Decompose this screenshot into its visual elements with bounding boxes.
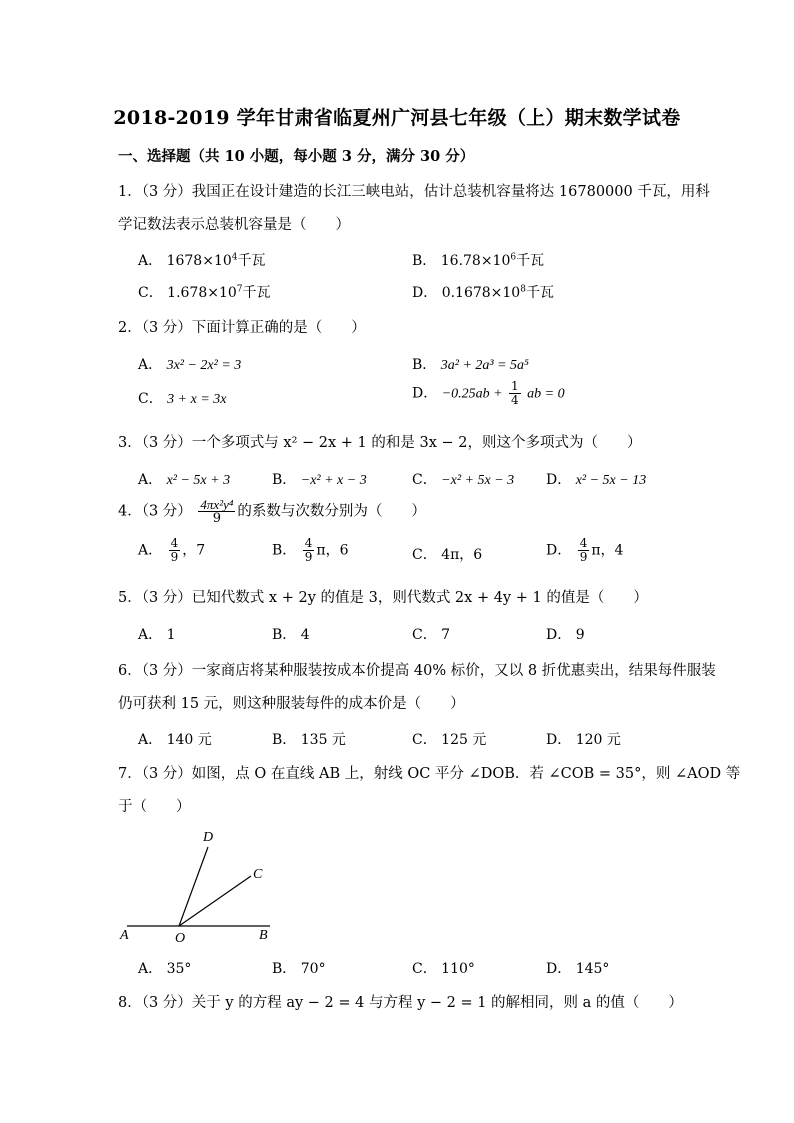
fraction [303,537,315,564]
question-7-line-2: 于（ ） [118,799,191,815]
question-7-option-c [412,958,475,978]
option-label: C． [138,391,163,407]
option-unit: 千瓦 [516,253,545,269]
question-2-option-b [412,354,529,374]
page-title: 2018-2019 学年甘肃省临夏州广河县七年级（上）期末数学试卷 [113,107,681,129]
question-5-option-d [546,624,585,644]
question-6-option-a [138,729,212,749]
question-4-option-d [546,537,623,564]
option-text: −x² + 5x − 3 [441,473,515,488]
option-label: D． [546,627,572,643]
option-label: D． [546,542,572,559]
option-label: B． [272,732,297,748]
option-text: π，6 [316,542,349,559]
question-8-line-1: 8．（3 分）关于 y 的方程 ay − 2 = 4 与方程 y − 2 = 1 的解相同，则 a 的值（ ） [118,995,683,1011]
option-label: A． [138,253,163,269]
question-4-option-b [272,537,349,564]
question-suffix: 的系数与次数分别为（ ） [237,503,426,520]
fraction [578,537,590,564]
question-2-option-c [138,388,227,408]
question-2-option-a [138,354,241,374]
option-exponent: 8 [520,284,526,295]
point-label-c: C [253,867,263,882]
question-4-option-a [138,537,205,564]
option-exponent: 4 [231,252,238,263]
option-label: D． [412,385,438,402]
question-5-line-1: 5．（3 分）已知代数式 x + 2y 的值是 3，则代数式 2x + 4y + 1 的值是（ ） [118,590,648,606]
option-text: x² − 5x − 13 [575,473,647,488]
option-text-post: ab = 0 [527,386,565,402]
question-6-option-d [546,729,621,749]
option-text: 4π，6 [441,547,483,563]
fraction-numerator: 4 [304,536,313,550]
option-text: 3 + x = 3x [167,392,227,407]
angle-figure [115,825,285,945]
option-label: B． [272,627,297,643]
option-label: B． [272,472,297,488]
option-label: B． [412,253,437,269]
option-text: 145° [575,961,610,977]
question-3-option-b [272,469,367,489]
option-text: 140 元 [166,732,212,748]
option-text: 70° [300,961,326,977]
fraction-numerator: 4 [579,536,588,550]
option-label: A． [138,542,163,559]
option-base: 1678×10 [166,253,232,269]
option-label: C． [412,732,437,748]
option-label: A． [138,472,163,488]
question-6-line-1: 6．（3 分）一家商店将某种服装按成本价提高 40% 标价，又以 8 折优惠卖出，结果每件服装 [118,663,716,679]
question-3-option-c [412,469,514,489]
question-1-option-b [412,250,544,270]
option-label: D． [546,961,572,977]
question-1-option-c [138,282,271,302]
option-label: C． [412,961,437,977]
ray-oc [179,876,251,926]
question-7-option-a [138,958,191,978]
question-1-option-d [412,282,554,302]
option-text: 35° [166,961,192,977]
option-unit: 千瓦 [525,285,554,301]
option-text: 110° [441,961,475,977]
question-6-line-2: 仍可获利 15 元，则这种服装每件的成本价是（ ） [118,696,465,712]
option-text: 1 [166,627,176,643]
point-label-d: D [203,830,214,845]
point-label-b: B [259,928,268,943]
option-label: B． [272,542,297,559]
fraction-numerator: 4 [170,536,179,550]
question-2-option-d [412,380,565,407]
option-label: C． [412,547,437,563]
option-text-pre: −0.25ab + [441,386,503,402]
question-6-option-b [272,729,346,749]
option-text: 3a² + 2a³ = 5a⁵ [440,358,529,373]
option-text: 7 [441,627,451,643]
question-3-option-d [546,469,646,489]
question-5-option-a [138,624,176,644]
option-text: π，4 [591,542,624,559]
option-label: A． [138,627,163,643]
option-label: C． [412,472,437,488]
question-4-option-c [412,544,482,564]
option-base: 1.678×10 [167,285,237,301]
question-1-option-a [138,250,266,270]
option-exponent: 6 [510,252,517,263]
fraction-denominator: 4 [511,393,519,407]
point-label-a: A [120,928,129,943]
option-label: D． [546,472,572,488]
option-text: 125 元 [441,732,487,748]
option-label: D． [412,285,438,301]
fraction-denominator: 9 [212,511,222,526]
option-text: 3x² − 2x² = 3 [166,358,242,373]
question-5-option-c [412,624,450,644]
question-6-option-c [412,729,486,749]
fraction-numerator: 4πx²y⁴ [200,497,234,512]
option-unit: 千瓦 [237,253,266,269]
question-5-option-b [272,624,310,644]
option-label: A． [138,961,163,977]
fraction [509,380,521,407]
fraction-denominator: 9 [170,550,179,564]
option-text: 4 [300,627,310,643]
question-3-option-a [138,469,230,489]
question-1-line-1: 1．（3 分）我国正在设计建造的长江三峡电站，估计总装机容量将达 16780000 千瓦，用科 [118,184,710,200]
option-label: B． [412,357,437,373]
section-heading: 一、选择题（共 10 小题，每小题 3 分，满分 30 分） [118,148,475,165]
option-label: A． [138,357,163,373]
question-7-option-b [272,958,326,978]
option-text: 135 元 [300,732,346,748]
fraction-numerator: 1 [511,379,519,393]
option-text: 9 [575,627,585,643]
option-exponent: 7 [236,284,243,295]
fraction [169,537,181,564]
point-label-o: O [175,931,186,945]
fraction-denominator: 9 [579,550,588,564]
question-7-option-d [546,958,609,978]
option-unit: 千瓦 [242,285,271,301]
option-base: 0.1678×10 [441,285,521,301]
question-4-line-1 [118,498,426,525]
question-7-line-1: 7．（3 分）如图，点 O 在直线 AB 上，射线 OC 平分 ∠DOB．若 ∠COB = 35°，则 ∠AOD 等 [118,766,741,782]
option-text: x² − 5x + 3 [166,473,231,488]
question-prefix: 4．（3 分） [118,503,192,520]
fraction-denominator: 9 [304,550,313,564]
question-2-line-1: 2．（3 分）下面计算正确的是（ ） [118,320,366,336]
option-label: C． [138,285,163,301]
option-text: 120 元 [575,732,621,748]
option-label: D． [546,732,572,748]
option-label: B． [272,961,297,977]
option-label: C． [412,627,437,643]
question-1-line-2: 学记数法表示总装机容量是（ ） [118,217,350,233]
question-3-line-1: 3．（3 分）一个多项式与 x² − 2x + 1 的和是 3x − 2，则这个多项式为（ ） [118,435,642,451]
option-label: A． [138,732,163,748]
option-text: ，7 [182,542,206,559]
fraction [198,498,235,525]
option-text: −x² + x − 3 [300,473,367,488]
option-base: 16.78×10 [440,253,511,269]
ray-od [179,847,208,926]
